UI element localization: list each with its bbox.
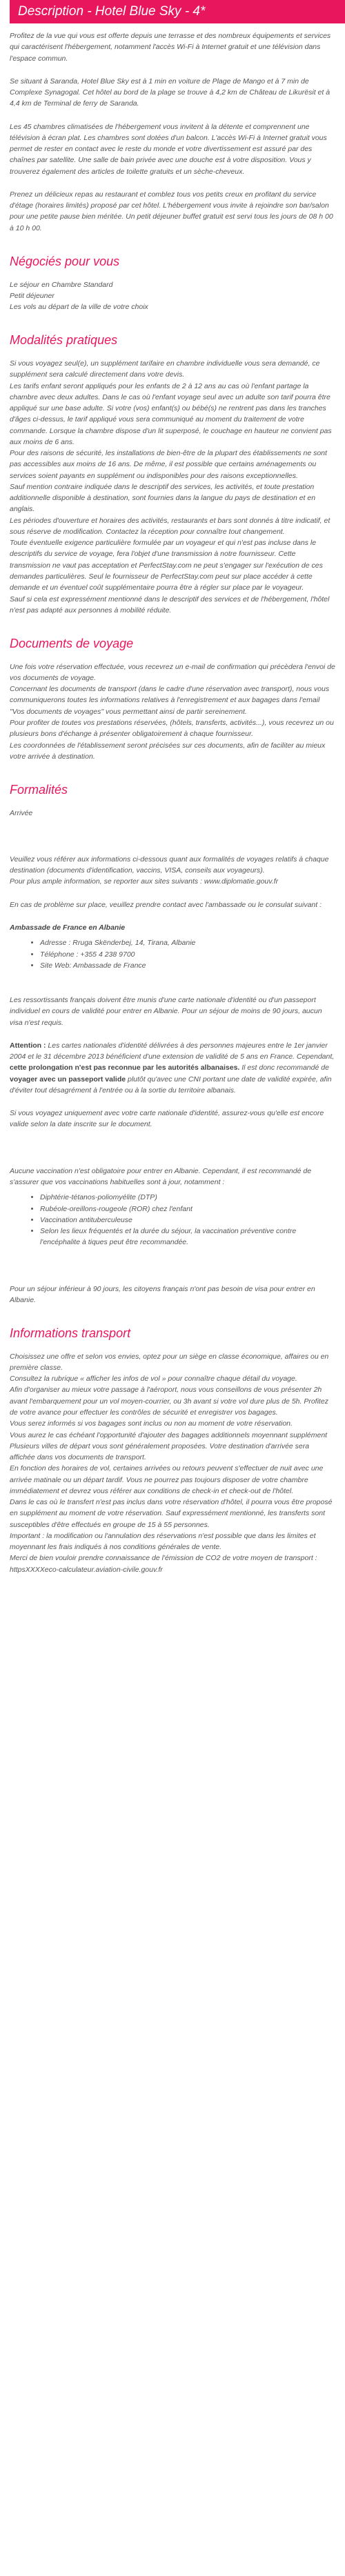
documents-line: Pour profiter de toutes vos prestations réservées, (hôtels, transferts, activités...), vous recevrez un ou plusieurs bons d'échange à présenter obligatoirement à chaque fournisseur. xyxy=(10,719,334,739)
modalites-line: Pour des raisons de sécurité, les installations de bien-être de la plupart des établissements ne sont pas accessibles aux moins de 16 ans. De même, il est possible que certains aménagements ou services soient payants en supplément ou indisponibles pour des raisons exceptionnelles. xyxy=(10,449,327,480)
transport-line: En fonction des horaires de vol, certaines arrivées ou retours peuvent s'effectuer de nuit avec une arrivée matinale ou un départ tardif. Vous ne pourrez pas toujours disposer de votre chambre immédiatement et devrez vous référer aux conditions de check-in et check-out de l'hôtel. xyxy=(10,1464,324,1495)
transport-line: Choisissez une offre et selon vos envies, optez pour un siège en classe économique, affaires ou en première classe. xyxy=(10,1352,329,1372)
section-heading-negocies: Négociés pour vous xyxy=(10,254,120,268)
transport-line: Merci de bien vouloir prendre connaissance de l'émission de CO2 de votre moyen de transport : httpsXXXXeco-calculateur.aviation-civile.gouv.fr xyxy=(10,1554,317,1574)
modalites-line: Toute éventuelle exigence particulière formulée par un voyageur et qui n'est pas incluse dans le descriptifs du service de voyage, fera l'objet d'une transmission à notre fournisseur. Cette transmission ne vaut pas acceptation et PerfectStay.com ne peut s'engager sur l'exécution de ces demandes particulières. Seul le fournisseur de PerfectStay.com peut sur place accéder à cette demande et un éventuel coût supplémentaire pourra être à régler sur place par le voyageur. xyxy=(10,539,323,592)
transport-content xyxy=(10,1351,335,1575)
formalites-check-docs: Veuillez vous référer aux informations ci-dessous quant aux formalités de voyages relatifs à chaque destination (documents d'identification, vaccins, VISA, conseils aux voyageurs). xyxy=(10,855,329,875)
documents-content xyxy=(10,661,335,762)
formalites-content xyxy=(10,808,335,1306)
documents-line: Les coordonnées de l'établissement seront précisées sur ces documents, afin de faciliter au mieux votre arrivée à destination. xyxy=(10,741,326,761)
short-stay: Pour un séjour inférieur à 90 jours, les citoyens français n'ont pas besoin de visa pour entrer en Albanie. xyxy=(10,1284,315,1304)
intro-paragraph: Les 45 chambres climatisées de l'hébergement vous invitent à la détente et comprennent une télévision à écran plat. Les chambres sont dotées d'un balcon. L'accès Wi-Fi à Internet gratuit vous permet de rester en contact avec le reste du monde et votre divertissement est assuré par des chaînes par satellite. Une salle de bain privée avec une douche est à votre disposition. Vous y trouverez également des articles de toilette gratuits et un sèche-cheveux. xyxy=(10,122,327,176)
formalites-check-docs: Pour plus ample information, se reporter aux sites suivants : www.diplomatie.gouv.fr xyxy=(10,877,279,886)
attention-label: Attention : xyxy=(10,1041,46,1050)
embassy-list xyxy=(10,937,335,971)
page-title: Description - Hotel Blue Sky - 4* xyxy=(10,0,345,23)
modalites-line: Sauf si cela est expressément mentionné dans le descriptif des services et de l'hébergement, l'hôtel n'est pas adapté aux personnes à mobilité réduite. xyxy=(10,595,330,615)
modalites-line: Si vous voyagez seul(e), un supplément tarifaire en chambre individuelle vous sera demandé, ce supplément sera calculé directement dans votre devis. xyxy=(10,359,320,379)
modalites-line: Les tarifs enfant seront appliqués pour les enfants de 2 à 12 ans au cas où l'enfant partage la chambre avec deux adultes. Dans le cas où l'enfant voyage seul avec un adulte son tarif pourra être appliqué sur une base adulte. Si votre (vos) enfant(s) ou bébé(s) ne rentrent pas dans les tranches d'âges ci-dessus, le tarif appliqué vous sera communiqué au moment du traitement de votre commande. Lorsque la chambre dispose d'un lit superposé, le couchage en hauteur ne convient pas aux moins de 6 ans. xyxy=(10,381,332,446)
list-item: Le séjour en Chambre Standard xyxy=(10,280,113,289)
attention-text: Les cartes nationales d'identité délivrées à des personnes majeures entre le 1er janvier 2004 et le 31 décembre 2013 bénéficient d'une extension de validité de 5 ans en France. Cependant, xyxy=(10,1041,335,1061)
modalites-line: Les périodes d'ouverture et horaires des activités, restaurants et bars sont donnés à titre indicatif, et sous réserve de modification. Contactez la réception pour connaître tout changement. xyxy=(10,516,331,536)
intro-paragraph: Profitez de la vue qui vous est offerte depuis une terrasse et des nombreux équipements et services qui caractérisent l'hébergement, notamment l'accès Wi-Fi à Internet gratuit et une télévision dans l'espace commun. xyxy=(10,32,331,63)
vaccine-item: • Rubéole-oreillons-rougeole (ROR) chez l'enfant xyxy=(40,1204,335,1215)
documents-line: Concernant les documents de transport (dans le cadre d'une réservation avec transport), nous vous communiquerons toutes les informations relatives à l'enregistrement et aux bagages dans l'email "Vos documents de voyages" vous permettant ainsi de partir sereinement. xyxy=(10,685,330,716)
vaccines-intro: Aucune vaccination n'est obligatoire pour entrer en Albanie. Cependant, il est recommandé de s'assurer que vos vaccinations habituelles sont à jour, notamment : xyxy=(10,1166,312,1186)
list-item: Les vols au départ de la ville de votre choix xyxy=(10,303,148,312)
section-heading-formalites: Formalités xyxy=(10,783,68,797)
modalites-line: Sauf mention contraire indiquée dans le descriptif des services, les activités, et toute prestation additionnelle disponible à destination, sont fournies dans la langue du pays de destination et en anglais. xyxy=(10,482,316,514)
embassy-website: • Site Web: Ambassade de France xyxy=(40,960,335,971)
id-rules: Les ressortissants français doivent être munis d'une carte nationale d'identité ou d'un passeport individuel en cours de validité pour entrer en Albanie. Pour un séjour de moins de 90 jours, aucun visa n'est requis. xyxy=(10,996,322,1027)
intro-paragraph: Se situant à Saranda, Hotel Blue Sky est à 1 min en voiture de Plage de Mango et à 7 min de Complexe Synagogal. Cet hôtel au bord de la plage se trouve à 4,2 km de Château de Likurësit et à 4,4 km de Terminal de ferry de Saranda. xyxy=(10,77,331,108)
embassy-phone: • Téléphone : +355 4 238 9700 xyxy=(40,949,335,960)
attention-text: Il est donc recommandé de xyxy=(239,1064,329,1072)
intro-paragraph: Prenez un délicieux repas au restaurant et comblez tous vos petits creux en profitant du service d'étage (horaires limités) proposé par cet hôtel. L'hébergement vous invite à rejoindre son bar/salon pour une petite pause bien méritée. Un petit déjeuner buffet gratuit est servi tous les jours de 08 h 00 à 10 h 00. xyxy=(10,190,333,232)
transport-line: Important : la modification ou l'annulation des réservations n'est possible que dans les limites et moyennant les frais indiqués à nos conditions générales de vente. xyxy=(10,1531,316,1552)
transport-line: Consultez la rubrique « afficher les infos de vol » pour connaître chaque détail du voyage. xyxy=(10,1375,297,1384)
transport-line: Dans le cas où le transfert n'est pas inclus dans votre réservation d'hôtel, il pourra vous être proposé en supplément au moment de votre réservation. Sauf expressément mentionné, les transferts sont susceptibles d'être effectués en groupe de 15 à 55 personnes. xyxy=(10,1498,333,1529)
embassy-address: • Adresse : Rruga Skënderbej, 14, Tirana, Albanie xyxy=(40,937,335,948)
transport-line: Vous aurez le cas échéant l'opportunité d'ajouter des bagages additionnels moyennant supplément xyxy=(10,1430,328,1439)
list-item: Petit déjeuner xyxy=(10,291,55,300)
transport-line: Plusieurs villes de départ vous sont généralement proposées. Votre destination d'arrivée sera affichée dans vos documents de transport. xyxy=(10,1441,310,1462)
attention-text: plutôt qu'avec une CNI portant une date de validité expirée, afin d'éviter tout désagrément à l'entrée ou à la sortie du territoire albanais. xyxy=(10,1075,332,1095)
section-heading-modalites: Modalités pratiques xyxy=(10,333,118,348)
intro-section xyxy=(10,30,335,234)
attention-paragraph xyxy=(10,1040,335,1096)
negocies-list xyxy=(10,279,335,313)
arrival-label: Arrivée xyxy=(10,808,33,817)
cni-only: Si vous voyagez uniquement avec votre carte nationale d'identité, assurez-vous qu'elle est encore valide selon la date inscrite sur le document. xyxy=(10,1109,324,1129)
vaccines-list xyxy=(10,1192,335,1248)
transport-line: Afin d'organiser au mieux votre passage à l'aéroport, nous vous conseillons de vous présenter 2h avant l'embarquement pour un vol moyen-courrier, ou 3h avant si votre vol dure plus de 5h. Profitez de votre avance pour effectuer les contrôles de sécurité et enregistrer vos bagages. xyxy=(10,1386,328,1417)
section-heading-transport: Informations transport xyxy=(10,1326,131,1341)
attention-bold: cette prolongation n'est pas reconnue par les autorités albanaises. xyxy=(10,1064,240,1072)
vaccine-item: • Vaccination antituberculeuse xyxy=(40,1215,335,1226)
vaccine-item: • Selon les lieux fréquentés et la durée du séjour, la vaccination préventive contre l'encéphalite à tiques peut être recommandée. xyxy=(40,1226,335,1248)
documents-line: Une fois votre réservation effectuée, vous recevrez un e-mail de confirmation qui précèdera l'envoi de vos documents de voyage. xyxy=(10,662,335,682)
attention-bold: voyager avec un passeport valide xyxy=(10,1075,126,1084)
modalites-content xyxy=(10,358,335,616)
transport-line: Vous serez informés si vos bagages sont inclus ou non au moment de votre réservation. xyxy=(10,1419,293,1428)
formalites-problem-contact: En cas de problème sur place, veuillez prendre contact avec l'ambassade ou le consulat suivant : xyxy=(10,900,322,909)
vaccine-item: • Diphtérie-tétanos-poliomyélite (DTP) xyxy=(40,1192,335,1203)
embassy-title: Ambassade de France en Albanie xyxy=(10,923,126,932)
section-heading-documents: Documents de voyage xyxy=(10,637,134,651)
